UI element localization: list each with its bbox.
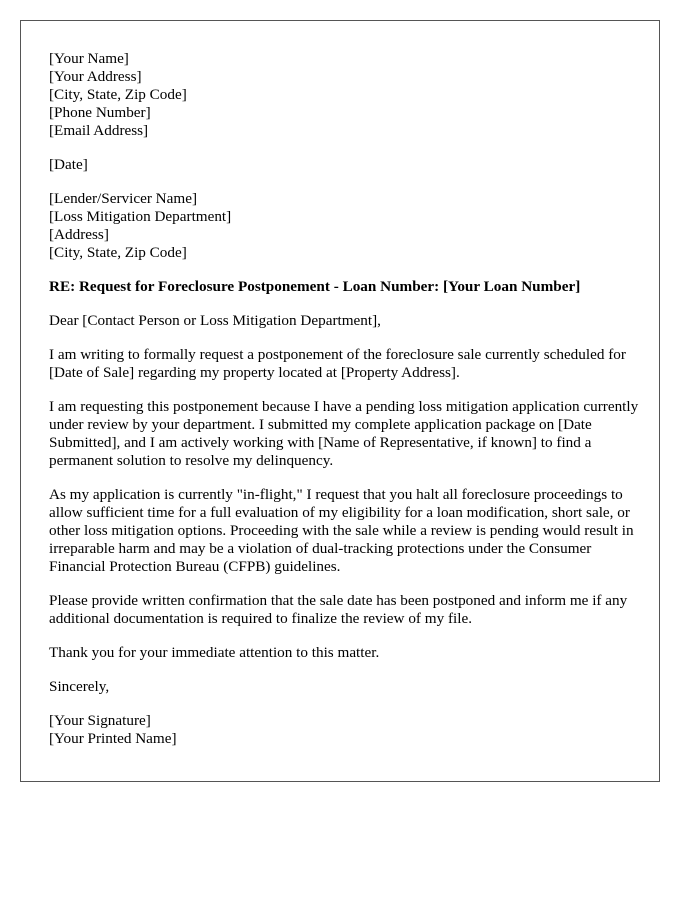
sender-phone: [Phone Number] (49, 104, 151, 121)
recipient-block (49, 190, 639, 262)
sender-email: [Email Address] (49, 122, 149, 139)
signature-block (49, 712, 639, 748)
recipient-name: [Lender/Servicer Name] (49, 190, 197, 207)
salutation: Dear [Contact Person or Loss Mitigation Department], (49, 312, 381, 329)
letter-date: [Date] (49, 156, 88, 173)
sender-name: [Your Name] (49, 50, 129, 67)
signature-line: [Your Signature] (49, 712, 151, 729)
letter-content (49, 50, 639, 748)
sender-block (49, 50, 639, 140)
letter-page (20, 20, 660, 782)
closing: Sincerely, (49, 678, 110, 695)
recipient-address: [Address] (49, 226, 109, 243)
body-paragraph-3: As my application is currently "in-flight," I request that you halt all foreclosure proceedings to allow sufficient time for a full evaluation of my eligibility for a loan modification, short sale, or other loss mitigation options. Proceeding with the sale while a review is pending would result in irreparable harm and may be a violation of dual-tracking protections under the Consumer Financial Protection Bureau (CFPB) guidelines. (49, 486, 634, 575)
date-block (49, 156, 639, 174)
printed-name: [Your Printed Name] (49, 730, 177, 747)
sender-city-state-zip: [City, State, Zip Code] (49, 86, 187, 103)
sender-address: [Your Address] (49, 68, 142, 85)
body-paragraph-2: I am requesting this postponement because I have a pending loss mitigation application currently under review by your department. I submitted my complete application package on [Date Submitted], and I am actively working with [Name of Representative, if known] to find a permanent solution to resolve my delinquency. (49, 398, 639, 469)
body-paragraph-1: I am writing to formally request a postponement of the foreclosure sale currently scheduled for [Date of Sale] regarding my property located at [Property Address]. (49, 346, 626, 381)
recipient-department: [Loss Mitigation Department] (49, 208, 232, 225)
body-paragraph-5: Thank you for your immediate attention to this matter. (49, 644, 380, 661)
subject-line: RE: Request for Foreclosure Postponement - Loan Number: [Your Loan Number] (49, 278, 581, 295)
recipient-city-state-zip: [City, State, Zip Code] (49, 244, 187, 261)
body-paragraph-4: Please provide written confirmation that the sale date has been postponed and inform me if any additional documentation is required to finalize the review of my file. (49, 592, 628, 627)
